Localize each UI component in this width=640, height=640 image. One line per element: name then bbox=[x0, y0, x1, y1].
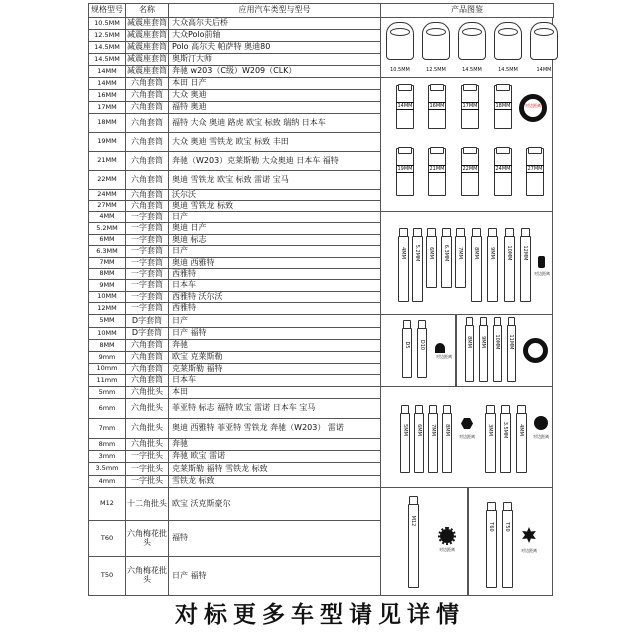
row-spec: 14MM bbox=[88, 77, 126, 90]
row-name: 一字套筒 bbox=[125, 279, 169, 292]
row-name: 六角梅花批头 bbox=[125, 520, 169, 557]
nut-socket-label: 14.5MM bbox=[462, 67, 482, 73]
row-spec: 10mm bbox=[88, 363, 126, 375]
hex-socket-head bbox=[398, 84, 412, 91]
torx-bit-label: T50 bbox=[504, 522, 510, 532]
slot-bit-head bbox=[486, 405, 495, 414]
header-name: 名称 bbox=[125, 3, 169, 18]
slot-socket-label: 4MM bbox=[400, 247, 406, 259]
hex-socket-head bbox=[496, 147, 510, 154]
xzn-bit-label: M12 bbox=[410, 515, 416, 527]
hex-bit-head bbox=[415, 405, 423, 414]
row-models: 奥迪 雪铁龙 标致 bbox=[168, 200, 381, 212]
slot-bit-head bbox=[517, 405, 526, 414]
hex-socket-head bbox=[430, 147, 444, 154]
row-spec: 3mm bbox=[88, 450, 126, 463]
torx-bit-head bbox=[487, 502, 496, 511]
row-models: 欧宝 沃克斯豪尔 bbox=[168, 487, 381, 521]
row-name: 六角套筒 bbox=[125, 374, 169, 387]
xzn-bit-head bbox=[409, 496, 418, 505]
hex-bit-label: 5MM bbox=[402, 424, 408, 436]
slot-socket-head bbox=[521, 228, 530, 237]
row-spec: 4MM bbox=[88, 211, 126, 223]
row-name: 一字套筒 bbox=[125, 222, 169, 235]
row-spec: T50 bbox=[88, 556, 126, 596]
row-spec: 3.5mm bbox=[88, 462, 126, 476]
row-spec: 4mm bbox=[88, 475, 126, 488]
row-models: 奥迪 西雅特 菲亚特 雪铁龙 奔驰（W203） 雷诺 bbox=[168, 418, 381, 439]
image-panel bbox=[380, 487, 468, 596]
slot-bit-head bbox=[501, 405, 510, 414]
row-spec: 21MM bbox=[88, 151, 126, 171]
row-name: 减震座套筒 bbox=[125, 41, 169, 54]
row-spec: 8MM bbox=[88, 339, 126, 352]
row-name: 六角套筒 bbox=[125, 89, 169, 102]
row-models: 奔驰 w203（C级）W209（CLK） bbox=[168, 65, 381, 78]
nut-socket-slot bbox=[498, 28, 518, 36]
row-spec: 22MM bbox=[88, 170, 126, 190]
hex-socket-head bbox=[496, 84, 510, 91]
hex-socket-label: 14MM bbox=[397, 103, 413, 109]
row-name: D字套筒 bbox=[125, 327, 169, 340]
header-spec: 规格型号 bbox=[88, 3, 126, 18]
row-name: 一字套筒 bbox=[125, 268, 169, 280]
hex-socket-label: 27MM bbox=[527, 166, 543, 172]
row-name: 六角套筒 bbox=[125, 339, 169, 352]
slot-bit-label: 3.5MM bbox=[502, 421, 508, 439]
row-models: 西雅特 bbox=[168, 302, 381, 315]
row-spec: 9mm bbox=[88, 351, 126, 364]
row-spec: M12 bbox=[88, 487, 126, 521]
row-models: 日产 bbox=[168, 211, 381, 223]
d-socket-head bbox=[418, 320, 426, 329]
d-profile-icon bbox=[435, 343, 445, 353]
across-flats-label: 对边距离 bbox=[525, 103, 541, 108]
nut-socket-label: 14.5MM bbox=[498, 67, 518, 73]
hex-socket-head bbox=[463, 84, 477, 91]
row-models: 奥迪 西雅特 bbox=[168, 257, 381, 269]
row-spec: 19MM bbox=[88, 132, 126, 152]
row-models: 奔驰 bbox=[168, 339, 381, 352]
row-models: 西雅特 bbox=[168, 268, 381, 280]
row-name: D字套筒 bbox=[125, 314, 169, 328]
row-models: 日产 福特 bbox=[168, 327, 381, 340]
row-models: 奔驰 bbox=[168, 438, 381, 451]
row-models: 大众高尔夫后桥 bbox=[168, 17, 381, 30]
row-spec: 18MM bbox=[88, 113, 126, 133]
row-name: 一字批头 bbox=[125, 450, 169, 463]
row-name: 减震座套筒 bbox=[125, 29, 169, 42]
row-spec: 7mm bbox=[88, 418, 126, 439]
row-models: 奔驰（W203）克莱斯勒 大众奥迪 日本车 福特 bbox=[168, 151, 381, 171]
across-flats-label: 对边距离 bbox=[439, 547, 455, 552]
row-name: 六角套筒 bbox=[125, 151, 169, 171]
row-models: 沃尔沃 bbox=[168, 189, 381, 201]
row-models: 福特 大众 奥迪 路虎 欧宝 标致 瑞纳 日本车 bbox=[168, 113, 381, 133]
row-spec: 6.3MM bbox=[88, 245, 126, 258]
row-models: 日产 福特 bbox=[168, 556, 381, 596]
hex-socket-label: 17MM bbox=[462, 103, 478, 109]
row-spec: 5mm bbox=[88, 386, 126, 399]
slot-bit-label: 3MM bbox=[487, 424, 493, 436]
row-models: 福特 bbox=[168, 520, 381, 557]
row-models: 菲亚特 标志 福特 欧宝 雷诺 日本车 宝马 bbox=[168, 398, 381, 419]
hex-socket-head bbox=[528, 147, 542, 154]
row-spec: 17MM bbox=[88, 101, 126, 114]
row-models: 克莱斯勒 福特 bbox=[168, 363, 381, 375]
row-models: 本田 bbox=[168, 386, 381, 399]
row-models: 奥迪 日产 bbox=[168, 222, 381, 235]
nut-socket-slot bbox=[390, 28, 410, 36]
row-models: 雪铁龙 标致 bbox=[168, 475, 381, 488]
row-models: 奥迪 标志 bbox=[168, 234, 381, 246]
across-flats-label: 对边距离 bbox=[521, 548, 537, 553]
row-models: 克莱斯勒 福特 雪铁龙 标致 bbox=[168, 462, 381, 476]
row-name: 一字套筒 bbox=[125, 211, 169, 223]
slot-socket-label: 9MM bbox=[489, 247, 495, 259]
slot-socket-label: 6.3MM bbox=[443, 244, 449, 262]
row-name: 六角套筒 bbox=[125, 170, 169, 190]
nut-socket-slot bbox=[462, 28, 482, 36]
hex-socket-head bbox=[463, 147, 477, 154]
row-spec: 12.5MM bbox=[88, 29, 126, 42]
hex-socket-label: 19MM bbox=[397, 166, 413, 172]
row-spec: 5MM bbox=[88, 314, 126, 328]
slot-bit-icon bbox=[534, 416, 548, 430]
row-models: 大众Polo前轴 bbox=[168, 29, 381, 42]
slot-socket-head bbox=[413, 228, 422, 237]
row-name: 一字套筒 bbox=[125, 257, 169, 269]
row-spec: 11mm bbox=[88, 374, 126, 387]
row-spec: 10MM bbox=[88, 291, 126, 303]
row-spec: 27MM bbox=[88, 200, 126, 212]
hex-bit-label: 6MM bbox=[416, 424, 422, 436]
row-models: 大众 奥迪 雪铁龙 欧宝 标致 丰田 bbox=[168, 132, 381, 152]
row-models: 福特 奥迪 bbox=[168, 101, 381, 114]
row-spec: 12MM bbox=[88, 302, 126, 315]
row-name: 六角梅花批头 bbox=[125, 556, 169, 596]
d-socket-label: D5 bbox=[404, 341, 410, 349]
row-name: 一字套筒 bbox=[125, 234, 169, 246]
slot-socket-label: 10MM bbox=[506, 245, 512, 261]
row-models: Polo 高尔夫 帕萨特 奥迪80 bbox=[168, 41, 381, 54]
slot-socket-label: 6MM bbox=[428, 247, 434, 259]
row-models: 大众 奥迪 bbox=[168, 89, 381, 102]
hex-bit-label: 8MM bbox=[444, 424, 450, 436]
hex-socket-head bbox=[430, 84, 444, 91]
row-spec: 8mm bbox=[88, 438, 126, 451]
row-name: 十二角批头 bbox=[125, 487, 169, 521]
slot-socket-label: 8MM bbox=[473, 247, 479, 259]
row-spec: 9MM bbox=[88, 279, 126, 292]
torx-bit-head bbox=[503, 502, 512, 511]
row-spec: 14.5MM bbox=[88, 53, 126, 66]
row-name: 六角套筒 bbox=[125, 132, 169, 152]
row-name: 六角套筒 bbox=[125, 113, 169, 133]
row-models: 奥斯汀大师 bbox=[168, 53, 381, 66]
row-name: 减震座套筒 bbox=[125, 65, 169, 78]
hex-bit-head bbox=[429, 405, 437, 414]
row-models: 日本车 bbox=[168, 374, 381, 387]
hex-small-socket-head bbox=[508, 317, 515, 326]
row-models: 日产 bbox=[168, 245, 381, 258]
row-name: 减震座套筒 bbox=[125, 17, 169, 30]
slot-bit-label: 4MM bbox=[518, 424, 524, 436]
hex-socket-head bbox=[398, 147, 412, 154]
hex-socket-label: 24MM bbox=[495, 166, 511, 172]
across-flats-label: 对边距离 bbox=[459, 434, 475, 439]
row-spec: T60 bbox=[88, 520, 126, 557]
hex-bit-head bbox=[401, 405, 409, 414]
hex-socket-label: 22MM bbox=[462, 166, 478, 172]
nut-socket-label: 14MM bbox=[536, 67, 552, 73]
across-flats-label: 对边距离 bbox=[533, 434, 549, 439]
slot-socket-label: 7MM bbox=[457, 247, 463, 259]
row-name: 一字批头 bbox=[125, 462, 169, 476]
slot-socket-head bbox=[456, 228, 465, 237]
torx-bit-label: T60 bbox=[488, 522, 494, 532]
row-spec: 8MM bbox=[88, 268, 126, 280]
row-spec: 14.5MM bbox=[88, 41, 126, 54]
nut-socket-slot bbox=[534, 28, 554, 36]
slot-socket-head bbox=[472, 228, 481, 237]
hex-small-socket-label: 10MM bbox=[494, 334, 500, 350]
row-name: 六角批头 bbox=[125, 418, 169, 439]
nut-socket-label: 10.5MM bbox=[390, 67, 410, 73]
across-flats-label: 对边距离 bbox=[534, 271, 550, 276]
hex-small-socket-head bbox=[466, 317, 473, 326]
hex-socket-label: 18MM bbox=[495, 103, 511, 109]
slot-socket-label: 5.2MM bbox=[414, 244, 420, 262]
slot-socket-head bbox=[427, 228, 436, 237]
row-name: 减震座套筒 bbox=[125, 53, 169, 66]
hex-bit-label: 7MM bbox=[430, 424, 436, 436]
row-models: 本田 日产 bbox=[168, 77, 381, 90]
row-spec: 6MM bbox=[88, 234, 126, 246]
hex-socket-label: 16MM bbox=[429, 103, 445, 109]
hex-small-socket-label: 8MM bbox=[466, 336, 472, 348]
d-socket-label: D10 bbox=[419, 339, 425, 351]
slot-socket-head bbox=[488, 228, 497, 237]
slot-socket-head bbox=[505, 228, 514, 237]
hex-bit-head bbox=[443, 405, 451, 414]
across-flats-label: 对边距离 bbox=[436, 354, 452, 359]
row-name: 一字批头 bbox=[125, 475, 169, 488]
flat-blade-icon bbox=[538, 256, 545, 268]
row-name: 一字套筒 bbox=[125, 245, 169, 258]
twelve-point-icon bbox=[440, 529, 454, 543]
row-spec: 10MM bbox=[88, 327, 126, 340]
row-models: 奥迪 雪铁龙 欧宝 标致 雷诺 宝马 bbox=[168, 170, 381, 190]
hex-small-socket-head bbox=[480, 317, 487, 326]
row-name: 六角套筒 bbox=[125, 101, 169, 114]
row-name: 六角套筒 bbox=[125, 363, 169, 375]
header-images: 产品图鉴 bbox=[380, 3, 554, 18]
row-models: 奔驰 欧宝 雷诺 bbox=[168, 450, 381, 463]
row-name: 六角套筒 bbox=[125, 200, 169, 212]
row-spec: 10.5MM bbox=[88, 17, 126, 30]
d-socket-head bbox=[403, 320, 411, 329]
row-name: 六角套筒 bbox=[125, 351, 169, 364]
row-name: 六角批头 bbox=[125, 398, 169, 419]
row-spec: 5.2MM bbox=[88, 222, 126, 235]
hex-socket-label: 21MM bbox=[429, 166, 445, 172]
row-name: 六角套筒 bbox=[125, 189, 169, 201]
header-models: 应用汽车类型与型号 bbox=[168, 3, 381, 18]
nut-socket-label: 12.5MM bbox=[426, 67, 446, 73]
row-spec: 16MM bbox=[88, 89, 126, 102]
row-models: 欧宝 克莱斯勒 bbox=[168, 351, 381, 364]
hex-small-socket-label: 9MM bbox=[480, 336, 486, 348]
row-spec: 7MM bbox=[88, 257, 126, 269]
row-models: 日本车 bbox=[168, 279, 381, 292]
hex-small-socket-head bbox=[494, 317, 501, 326]
row-models: 西雅特 沃尔沃 bbox=[168, 291, 381, 303]
hex-small-socket-label: 11MM bbox=[508, 334, 514, 350]
row-spec: 24MM bbox=[88, 189, 126, 201]
row-name: 六角批头 bbox=[125, 386, 169, 399]
row-models: 日产 bbox=[168, 314, 381, 328]
slot-socket-head bbox=[399, 228, 408, 237]
row-name: 一字套筒 bbox=[125, 291, 169, 303]
slot-socket-label: 12MM bbox=[522, 245, 528, 261]
row-name: 六角批头 bbox=[125, 438, 169, 451]
row-name: 六角套筒 bbox=[125, 77, 169, 90]
slot-socket-head bbox=[442, 228, 451, 237]
nut-socket-slot bbox=[426, 28, 446, 36]
row-spec: 6mm bbox=[88, 398, 126, 419]
footer-note: 对标更多车型请见详情 bbox=[175, 602, 465, 628]
row-spec: 14MM bbox=[88, 65, 126, 78]
hex-opening-icon bbox=[523, 338, 548, 363]
row-name: 一字套筒 bbox=[125, 302, 169, 315]
